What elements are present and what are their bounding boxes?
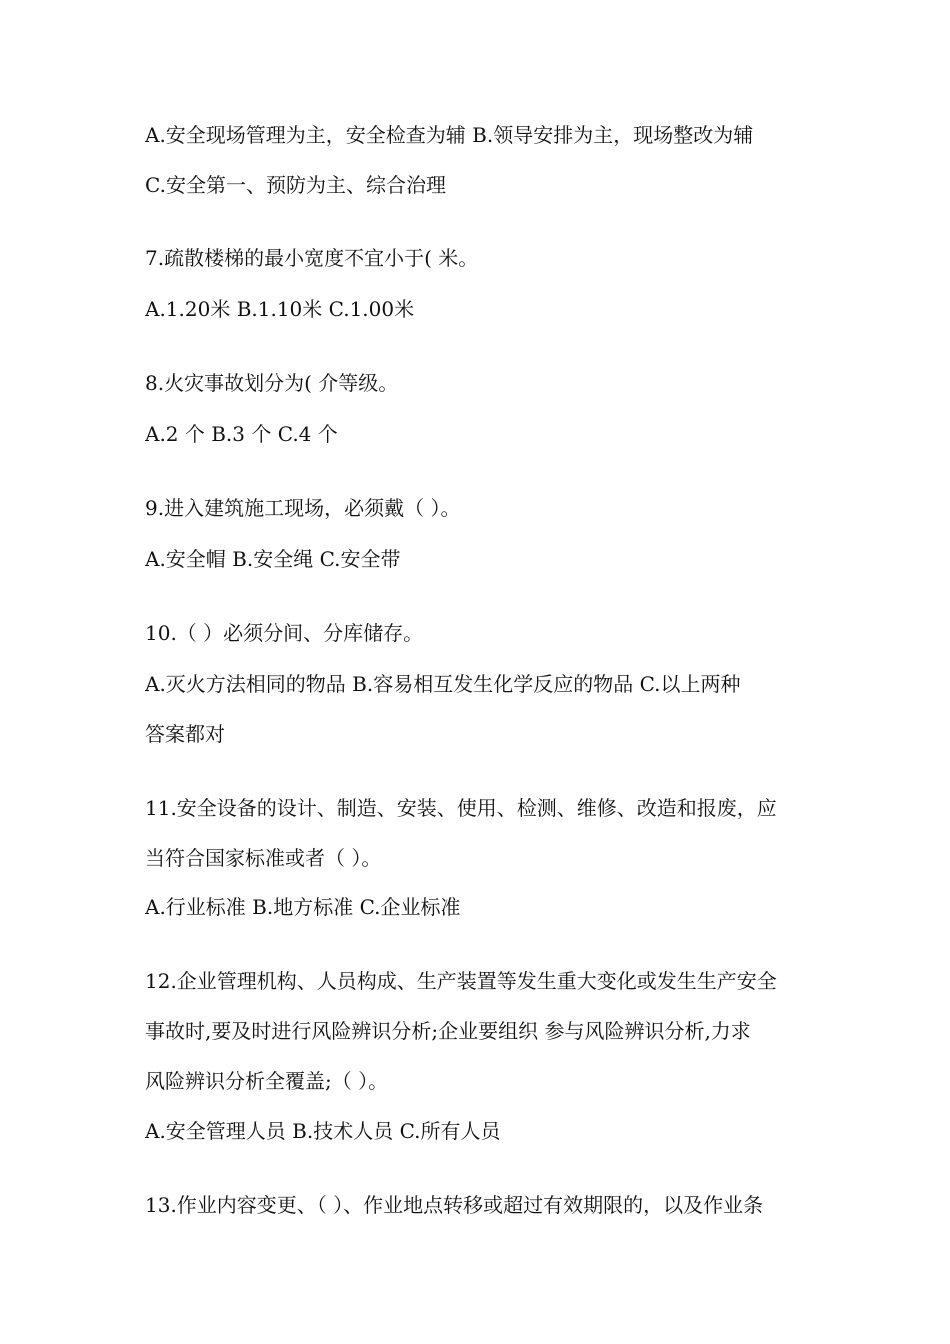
q6-options-line-2: C.安全第一、预防为主、综合治理 — [145, 173, 446, 197]
question-9: 9.进入建筑施工现场，必须戴（ ）。 — [145, 496, 461, 520]
q7-options: A.1.20米 B.1.10米 C.1.00米 — [145, 297, 415, 321]
q12-options: A.安全管理人员 B.技术人员 C.所有人员 — [145, 1119, 501, 1143]
question-13-line-1: 13.作业内容变更、（ ）、作业地点转移或超过有效期限的，以及作业条 — [145, 1193, 764, 1217]
question-8: 8.火灾事故划分为( 介等级。 — [145, 371, 399, 395]
q6-options-line-1: A.安全现场管理为主，安全检查为辅 B.领导安排为主，现场整改为辅 — [145, 123, 754, 147]
question-12-line-3: 风险辨识分析全覆盖;（ ）。 — [145, 1069, 389, 1093]
question-7: 7.疏散楼梯的最小宽度不宜小于( 米。 — [145, 246, 479, 270]
q10-options-line-1: A.灭火方法相同的物品 B.容易相互发生化学反应的物品 C.以上两种 — [145, 672, 741, 696]
q8-options: A.2 个 B.3 个 C.4 个 — [145, 422, 338, 446]
question-12-line-2: 事故时,要及时进行风险辨识分析;企业要组织 参与风险辨识分析,力求 — [145, 1019, 751, 1043]
q11-options: A.行业标准 B.地方标准 C.企业标准 — [145, 895, 461, 919]
question-11-line-2: 当符合国家标准或者（ ）。 — [145, 846, 382, 870]
q9-options: A.安全帽 B.安全绳 C.安全带 — [145, 547, 401, 571]
question-11-line-1: 11.安全设备的设计、制造、安装、使用、检测、维修、改造和报废，应 — [145, 796, 777, 820]
question-10: 10.（ ）必须分间、分库储存。 — [145, 621, 424, 645]
q10-options-line-2: 答案都对 — [145, 722, 225, 746]
question-12-line-1: 12.企业管理机构、人员构成、生产装置等发生重大变化或发生生产安全 — [145, 969, 777, 993]
